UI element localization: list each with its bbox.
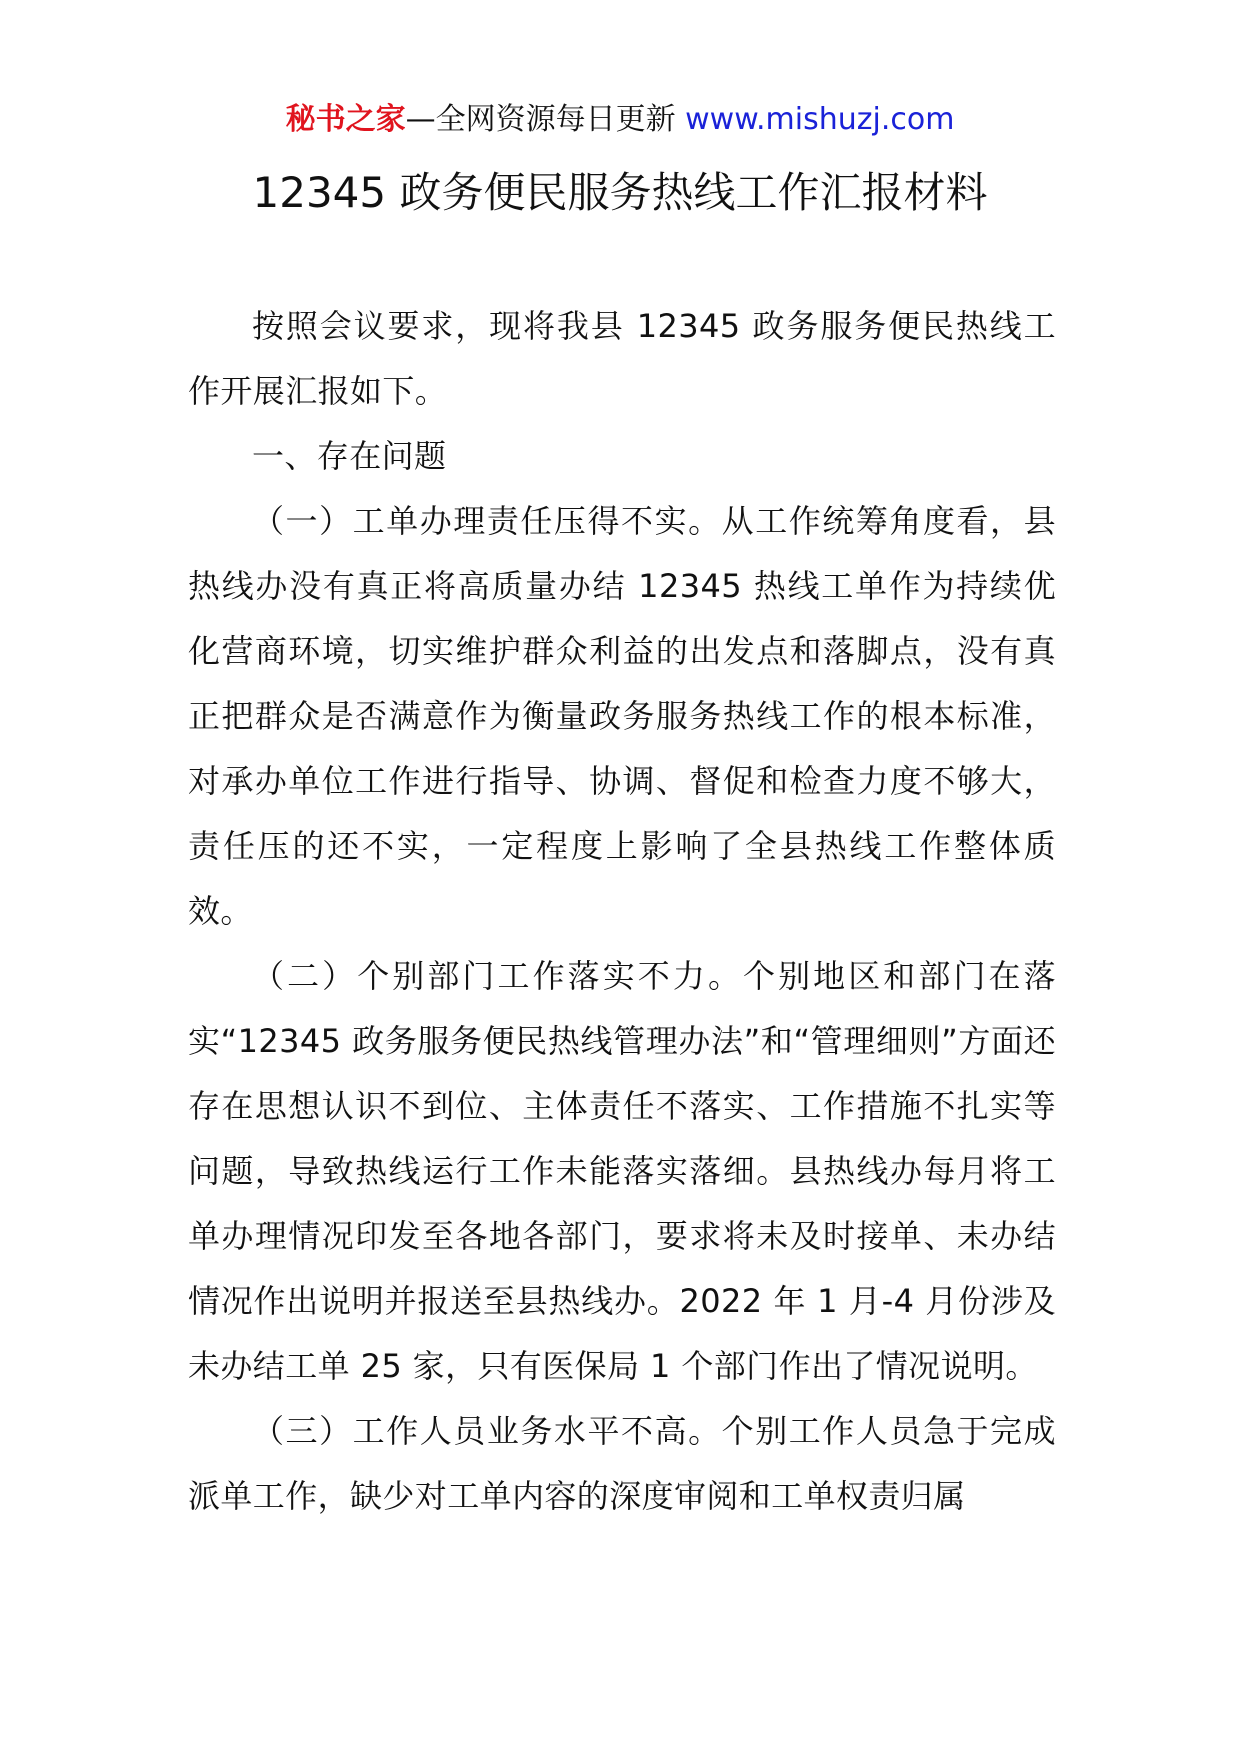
brand-name: 秘书之家	[285, 102, 406, 137]
site-header	[0, 100, 1240, 140]
document-title: 12345 政务便民服务热线工作汇报材料	[252, 168, 988, 217]
problem-paragraph-2: （二）个别部门工作落实不力。个别地区和部门在落实“12345 政务服务便民热线管理办法”和“管理细则”方面还存在思想认识不到位、主体责任不落实、工作措施不扎实等问题，导致热线运行工作未能落实落细。县热线办每月将工单办理情况印发至各地各部门，要求将未及时接单、未办结情况作出说明并报送至县热线办。2022 年 1 月-4 月份涉及未办结工单 25 家，只有医保局 1 个部门作出了情况说明。	[188, 957, 1056, 1385]
header-tagline: —全网资源每日更新	[405, 102, 686, 137]
section-heading: 一、存在问题	[252, 437, 447, 475]
problem-paragraph-3: （三）工作人员业务水平不高。个别工作人员急于完成派单工作，缺少对工单内容的深度审阅和工单权责归属	[188, 1412, 1056, 1515]
problem-paragraph-1: （一）工单办理责任压得不实。从工作统筹角度看，县热线办没有真正将高质量办结 12345 热线工单作为持续优化营商环境，切实维护群众利益的出发点和落脚点，没有真正把群众是否满意作为衡量政务服务热线工作的根本标准，对承办单位工作进行指导、协调、督促和检查力度不够大，责任压的还不实，一定程度上影响了全县热线工作整体质效。	[188, 502, 1056, 930]
site-url-link[interactable]: www.mishuzj.com	[685, 102, 955, 137]
document-body	[188, 294, 1056, 1529]
intro-paragraph: 按照会议要求，现将我县 12345 政务服务便民热线工作开展汇报如下。	[188, 307, 1056, 410]
